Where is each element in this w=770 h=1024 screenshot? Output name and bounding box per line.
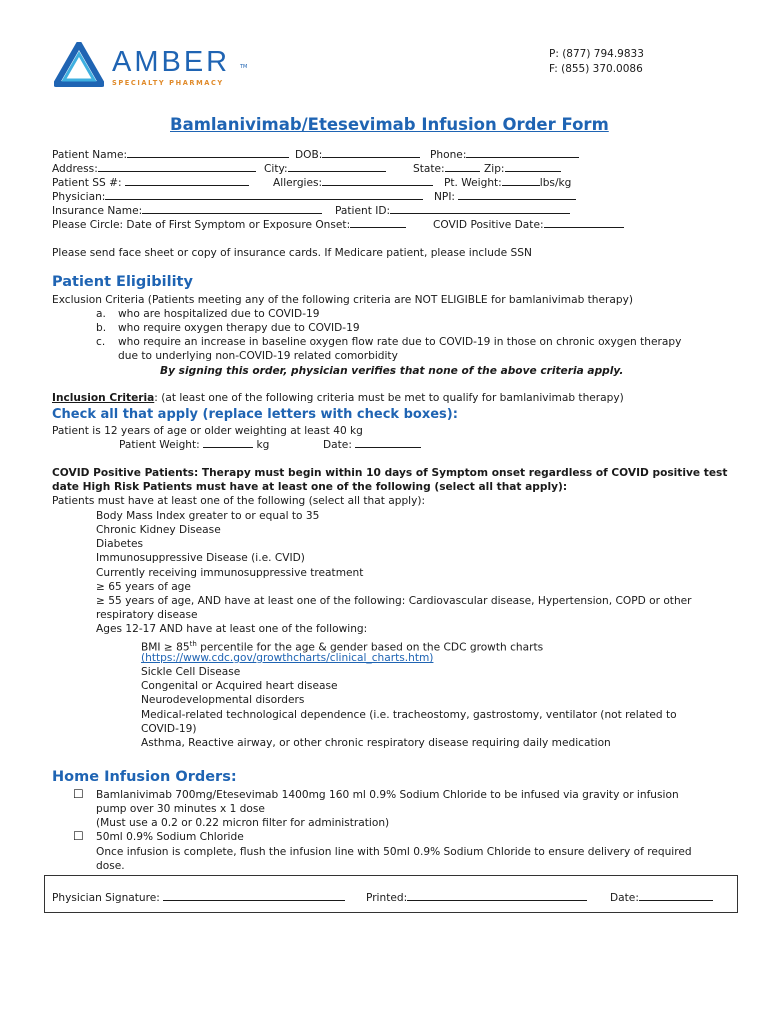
state-label: State: [413, 163, 445, 175]
sub-item-text: Neurodevelopmental disorders [141, 694, 305, 706]
cdc-link[interactable] [141, 651, 433, 665]
order2-checkbox[interactable]: ☐ [73, 829, 84, 843]
zip-label: Zip: [484, 163, 505, 175]
physician-label: Physician: [52, 191, 106, 203]
allergies-label: Allergies: [273, 177, 323, 189]
exclusion-letter: b. [96, 322, 107, 334]
sub-item[interactable] [141, 693, 304, 707]
weight-label: Pt. Weight: [444, 177, 502, 189]
ssn-line[interactable] [125, 176, 249, 186]
weight-unit: lbs/kg [539, 177, 572, 189]
check-heading: Check all that apply (replace letters with check boxes): [52, 407, 458, 422]
patient-id-label: Patient ID: [335, 205, 391, 217]
risk-item-text: Diabetes [96, 538, 144, 550]
covid-line1: COVID Positive Patients: Therapy must begin within 10 days of Symptom onset regardless of COVID positive test [52, 467, 728, 479]
covid-date-line[interactable] [544, 218, 624, 228]
logo-name: AMBER [112, 46, 231, 78]
onset-label: Please Circle: Date of First Symptom or Exposure Onset: [52, 219, 351, 231]
risk-item[interactable] [96, 523, 221, 537]
signing-note: By signing this order, physician verifies that none of the above criteria apply. [160, 365, 624, 377]
address-line[interactable] [98, 162, 256, 172]
city-label: City: [264, 163, 288, 175]
insurance-label: Insurance Name: [52, 205, 143, 217]
risk-item[interactable] [96, 580, 191, 594]
risk-item[interactable] [96, 622, 367, 636]
contact-fax: F: (855) 370.0086 [549, 63, 643, 75]
patient-weight-line[interactable] [203, 438, 253, 448]
cdc-link-text[interactable]: (https://www.cdc.gov/growthcharts/clinical_charts.htm) [141, 652, 434, 664]
patient-weight-label: Patient Weight: [119, 439, 200, 451]
logo-subtitle: SPECIALTY PHARMACY [112, 79, 224, 87]
exclusion-c-cont: due to underlying non-COVID-19 related comorbidity [118, 350, 398, 362]
printed-label: Printed: [366, 892, 408, 904]
allergies-line[interactable] [322, 176, 433, 186]
exclusion-c [96, 335, 681, 349]
risk-item[interactable] [96, 566, 363, 580]
inclusion-criteria [52, 391, 624, 405]
dob-label: DOB: [295, 149, 323, 161]
sub-item[interactable] [141, 665, 240, 679]
order1-text-c: (Must use a 0.2 or 0.22 micron filter for administration) [96, 817, 390, 829]
risk-item[interactable] [96, 551, 305, 565]
sig-date-label: Date: [610, 892, 639, 904]
risk-item-text: Currently receiving immunosuppressive treatment [96, 567, 364, 579]
printed-line[interactable] [407, 891, 587, 901]
sub-item-text: Asthma, Reactive airway, or other chronic respiratory disease requiring daily medication [141, 737, 611, 749]
patient-name-line[interactable] [127, 148, 289, 158]
order2-text-b: Once infusion is complete, flush the infusion line with 50ml 0.9% Sodium Chloride to ensure delivery of required [96, 846, 692, 858]
physician-line[interactable] [105, 190, 423, 200]
state-line[interactable] [445, 162, 480, 172]
risk-item-text: Ages 12-17 AND have at least one of the following: [96, 623, 368, 635]
sub-item[interactable] [141, 708, 677, 722]
risk-item-text: Immunosuppressive Disease (i.e. CVID) [96, 552, 305, 564]
sub-item[interactable] [141, 736, 611, 750]
covid-line2: date High Risk Patients must have at least one of the following (select all that apply): [52, 481, 568, 493]
order2-text: 50ml 0.9% Sodium Chloride [96, 831, 244, 843]
exclusion-a [96, 307, 320, 321]
risk-item-text: ≥ 65 years of age [96, 581, 191, 593]
age-weight-item[interactable] [52, 424, 363, 438]
sub-item-cont: COVID-19) [141, 723, 197, 735]
patient-name-label: Patient Name: [52, 149, 128, 161]
risk-item-text: Body Mass Index greater to or equal to 35 [96, 510, 320, 522]
phone-label: Phone: [430, 149, 467, 161]
covid-date-label: COVID Positive Date: [433, 219, 544, 231]
patient-weight-row [119, 438, 269, 452]
signature-line[interactable] [163, 891, 345, 901]
page-title: Bamlanivimab/Etesevimab Infusion Order Form [170, 115, 609, 134]
eligibility-heading: Patient Eligibility [52, 274, 193, 290]
covid-intro: Patients must have at least one of the following (select all that apply): [52, 495, 426, 507]
exclusion-letter: a. [96, 308, 106, 320]
zip-line[interactable] [505, 162, 561, 172]
signature-label: Physician Signature: [52, 892, 160, 904]
sub-item-text: Medical-related technological dependence (i.e. tracheostomy, gastrostomy, ventilator (not related to [141, 709, 677, 721]
kg-label: kg [256, 439, 270, 451]
exclusion-letter: c. [96, 336, 106, 348]
sub-item[interactable] [141, 679, 338, 693]
exclusion-intro: Exclusion Criteria (Patients meeting any of the following criteria are NOT ELIGIBLE for bamlanivimab therapy) [52, 294, 634, 306]
npi-label: NPI: [434, 191, 456, 203]
city-line[interactable] [288, 162, 386, 172]
inclusion-label: Inclusion Criteria [52, 392, 155, 404]
exclusion-b [96, 321, 360, 335]
bmi-text-b: percentile for the age & gender based on the CDC growth charts [196, 641, 544, 654]
sub-item-text: Sickle Cell Disease [141, 666, 241, 678]
risk-item[interactable] [96, 537, 143, 551]
logo [54, 40, 254, 92]
weight-line[interactable] [502, 176, 540, 186]
sub-item-text: Congenital or Acquired heart disease [141, 680, 338, 692]
inclusion-text: : (at least one of the following criteria must be met to qualify for bamlanivimab therapy) [154, 392, 624, 404]
patient-id-line[interactable] [390, 204, 570, 214]
phone-line[interactable] [466, 148, 579, 158]
order1-text: Bamlanivimab 700mg/Etesevimab 1400mg 160 ml 0.9% Sodium Chloride to be infused via gravity or infusion [96, 789, 679, 801]
age-weight-text: Patient is 12 years of age or older weighting at least 40 kg [52, 425, 363, 437]
insurance-line[interactable] [142, 204, 322, 214]
logo-tm: TM [240, 64, 248, 70]
send-note: Please send face sheet or copy of insurance cards. If Medicare patient, please include SSN [52, 247, 532, 259]
npi-line[interactable] [458, 190, 576, 200]
address-label: Address: [52, 163, 98, 175]
risk-item[interactable] [96, 594, 692, 608]
dob-line[interactable] [322, 148, 420, 158]
sig-date-line[interactable] [639, 891, 713, 901]
bmi-text-a: BMI ≥ 85 [141, 641, 190, 654]
risk-item-cont: respiratory disease [96, 609, 198, 621]
onset-line[interactable] [350, 218, 406, 228]
risk-item-text: ≥ 55 years of age, AND have at least one of the following: Cardiovascular disease, Hypertension, COPD or other [96, 595, 692, 607]
order2-text-c: dose. [96, 860, 125, 872]
exclusion-text: who are hospitalized due to COVID-19 [118, 308, 320, 320]
order1-checkbox[interactable]: ☐ [73, 787, 84, 801]
order1-text-b: pump over 30 minutes x 1 dose [96, 803, 265, 815]
contact-phone: P: (877) 794.9833 [549, 48, 644, 60]
bmi-sup: th [189, 640, 197, 648]
exclusion-text: who require oxygen therapy due to COVID-19 [118, 322, 360, 334]
weight-date-line[interactable] [355, 438, 421, 448]
risk-item-text: Chronic Kidney Disease [96, 524, 221, 536]
amber-logo-icon [54, 42, 104, 88]
ssn-label: Patient SS #: [52, 177, 122, 189]
risk-item[interactable] [96, 509, 319, 523]
weight-date-label: Date: [323, 439, 352, 451]
exclusion-text: who require an increase in baseline oxygen flow rate due to COVID-19 in those on chronic oxygen therapy [118, 336, 682, 348]
home-heading: Home Infusion Orders: [52, 769, 237, 785]
